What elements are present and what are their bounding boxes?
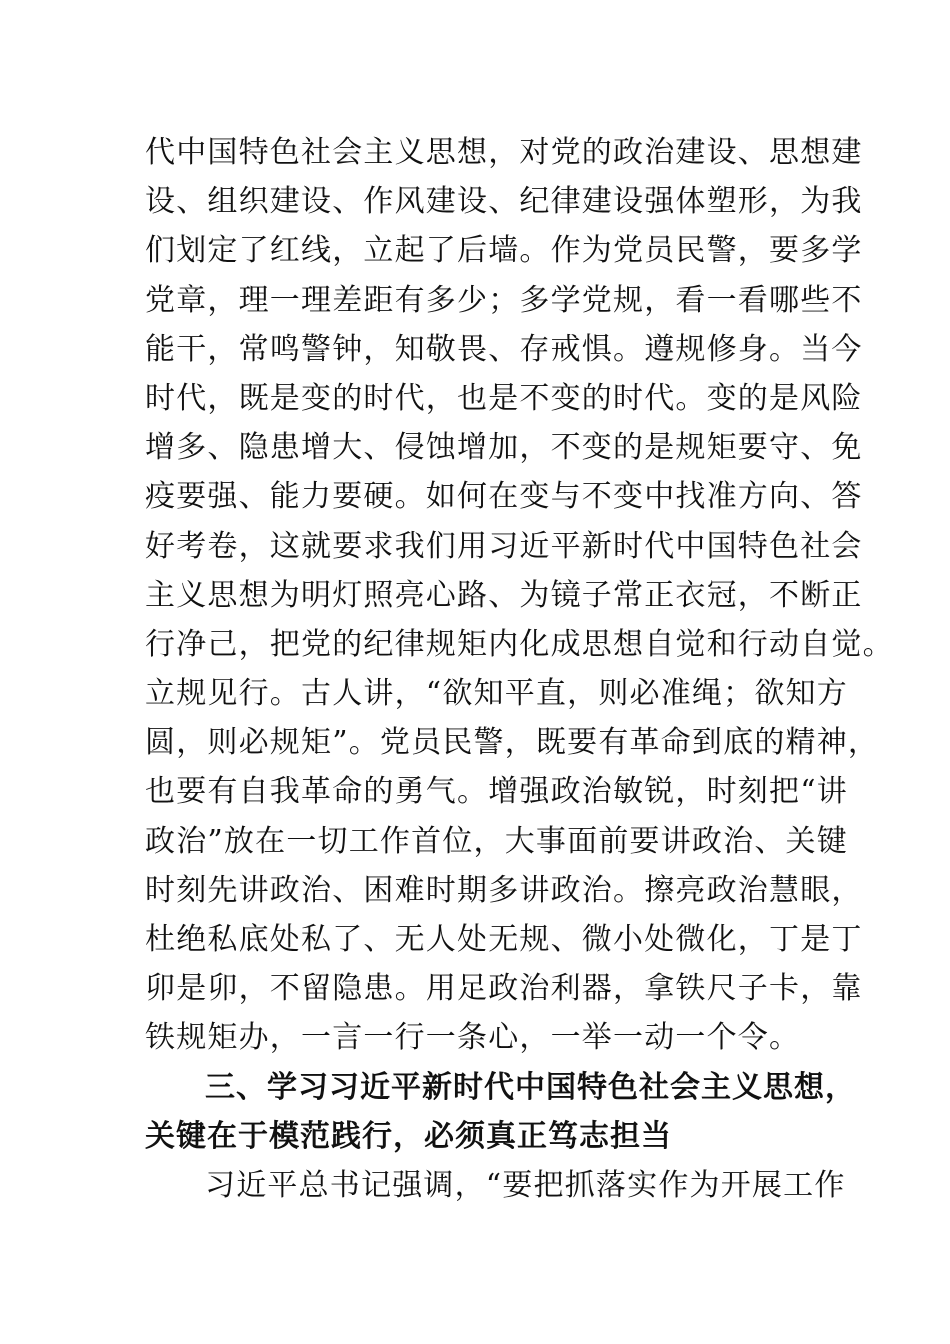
text-line: 疫要强、能力要硬。如何在变与不变中找准方向、答 [145, 479, 863, 515]
body-text [145, 128, 894, 1210]
text-line: 杜绝私底处私了、无人处无规、微小处微化，丁是丁 [145, 922, 863, 957]
text-line: 行净己，把党的纪律规矩内化成思想自觉和行动自觉。 [145, 626, 894, 662]
text-line: 好考卷，这就要求我们用习近平新时代中国特色社会 [145, 528, 863, 564]
text-line: 主义思想为明灯照亮心路、为镜子常正衣冠，不断正 [145, 577, 863, 613]
text-line: 铁规矩办，一言一行一条心，一举一动一个令。 [145, 1020, 801, 1056]
text-line: 时刻先讲政治、困难时期多讲政治。擦亮政治慧眼， [145, 872, 863, 908]
text-line: 政治”放在一切工作首位，大事面前要讲政治、关键 [145, 823, 848, 859]
text-line: 们划定了红线，立起了后墙。作为党员民警，要多学 [145, 233, 863, 269]
section-heading-line-2: 关键在于模范践行，必须真正笃志担当 [145, 1118, 672, 1154]
text-line: 代中国特色社会主义思想，对党的政治建设、思想建 [145, 135, 863, 170]
paragraph-first-line: 习近平总书记强调，“要把抓落实作为开展工作 [205, 1167, 846, 1203]
text-line: 能干，常鸣警钟，知敬畏、存戒惧。遵规修身。当今 [145, 331, 863, 367]
text-line: 党章，理一理差距有多少；多学党规，看一看哪些不 [145, 282, 863, 318]
text-line: 设、组织建设、作风建设、纪律建设强体塑形，为我 [145, 184, 863, 220]
section-heading-line-1: 三、学习习近平新时代中国特色社会主义思想， [205, 1069, 856, 1105]
text-line: 圆，则必规矩”。党员民警，既要有革命到底的精神， [145, 725, 880, 761]
text-line: 卯是卯，不留隐患。用足政治利器，拿铁尺子卡，靠 [145, 971, 863, 1007]
text-line: 也要有自我革命的勇气。增强政治敏锐，时刻把“讲 [145, 774, 848, 810]
text-line: 增多、隐患增大、侵蚀增加，不变的是规矩要守、免 [145, 430, 863, 466]
text-line: 立规见行。古人讲，“欲知平直，则必准绳；欲知方 [145, 676, 848, 712]
text-line: 时代，既是变的时代，也是不变的时代。变的是风险 [145, 380, 863, 416]
